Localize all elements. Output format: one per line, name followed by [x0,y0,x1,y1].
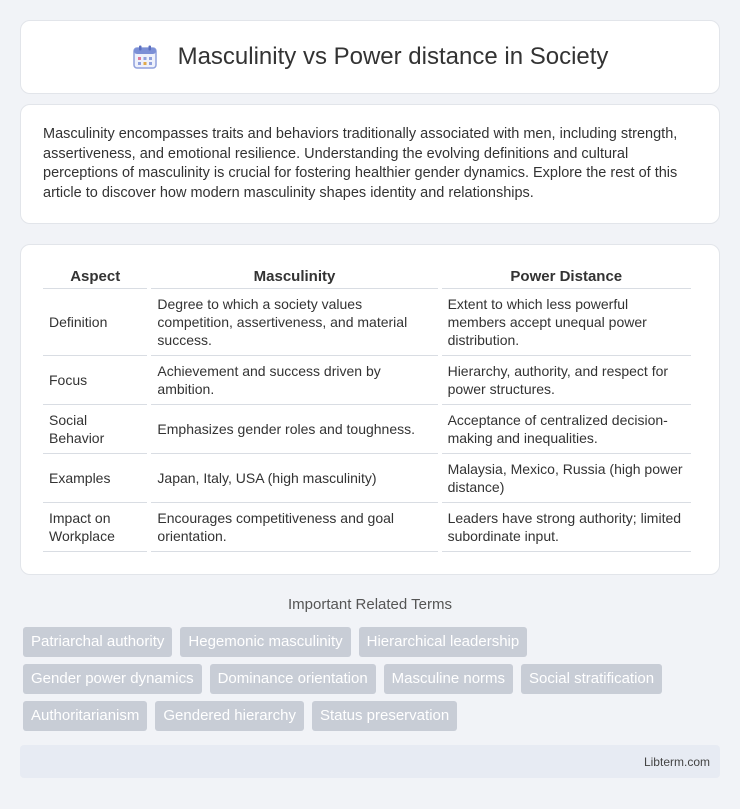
calendar-icon [132,44,158,70]
cell-aspect: Social Behavior [43,405,147,454]
table-header-row [43,265,691,289]
table-row [43,405,691,454]
table-row [43,454,691,503]
footer-site-link[interactable]: Libterm.com [643,754,710,769]
cell-power-distance: Malaysia, Mexico, Russia (high power distance) [442,454,691,503]
table-row [43,356,691,405]
table-row [43,503,691,552]
tag-dominance-orientation[interactable]: Dominance orientation [210,664,376,694]
tag-hegemonic-masculinity[interactable]: Hegemonic masculinity [180,627,350,657]
tag-status-preservation[interactable]: Status preservation [312,701,457,731]
cell-masculinity: Emphasizes gender roles and toughness. [151,405,437,454]
tag-hierarchical-leadership[interactable]: Hierarchical leadership [359,627,528,657]
header-masculinity: Masculinity [151,265,437,289]
table-row [43,289,691,356]
cell-masculinity: Degree to which a society values competition, assertiveness, and material success. [151,289,437,356]
tag-row [23,664,723,694]
comparison-card [20,244,720,575]
header-power-distance: Power Distance [442,265,691,289]
cell-power-distance: Extent to which less powerful members accept unequal power distribution. [442,289,691,356]
comparison-table [39,265,695,552]
tag-social-stratification[interactable]: Social stratification [521,664,662,694]
cell-power-distance: Hierarchy, authority, and respect for power structures. [442,356,691,405]
header [132,43,609,71]
intro-card [20,104,720,224]
intro-paragraph: Masculinity encompasses traits and behaviors traditionally associated with men, including strength, assertiveness, and emotional resilience. Understanding the evolving definitions and cultural perceptions of masculinity is crucial for fostering healthier gender dynamics. Explore the rest of this article to discover how modern masculinity shapes identity and relationships. [43,126,678,201]
tag-row [23,701,723,731]
cell-aspect: Definition [43,289,147,356]
cell-masculinity: Japan, Italy, USA (high masculinity) [151,454,437,503]
footer [20,745,720,778]
cell-aspect: Examples [43,454,147,503]
cell-power-distance: Acceptance of centralized decision-making and inequalities. [442,405,691,454]
header-card [20,20,720,94]
tag-masculine-norms[interactable]: Masculine norms [384,664,513,694]
tag-patriarchal-authority[interactable]: Patriarchal authority [23,627,172,657]
page-title: Masculinity vs Power distance in Society [177,43,609,70]
cell-aspect: Focus [43,356,147,405]
tag-authoritarianism[interactable]: Authoritarianism [23,701,147,731]
tag-row [23,627,723,657]
cell-power-distance: Leaders have strong authority; limited subordinate input. [442,503,691,552]
cell-aspect: Impact on Workplace [43,503,147,552]
cell-masculinity: Encourages competitiveness and goal orientation. [151,503,437,552]
related-terms-title: Important Related Terms [288,596,452,613]
tag-gender-power-dynamics[interactable]: Gender power dynamics [23,664,202,694]
related-terms [23,627,723,738]
cell-masculinity: Achievement and success driven by ambition. [151,356,437,405]
tag-gendered-hierarchy[interactable]: Gendered hierarchy [155,701,304,731]
header-aspect: Aspect [43,265,147,289]
